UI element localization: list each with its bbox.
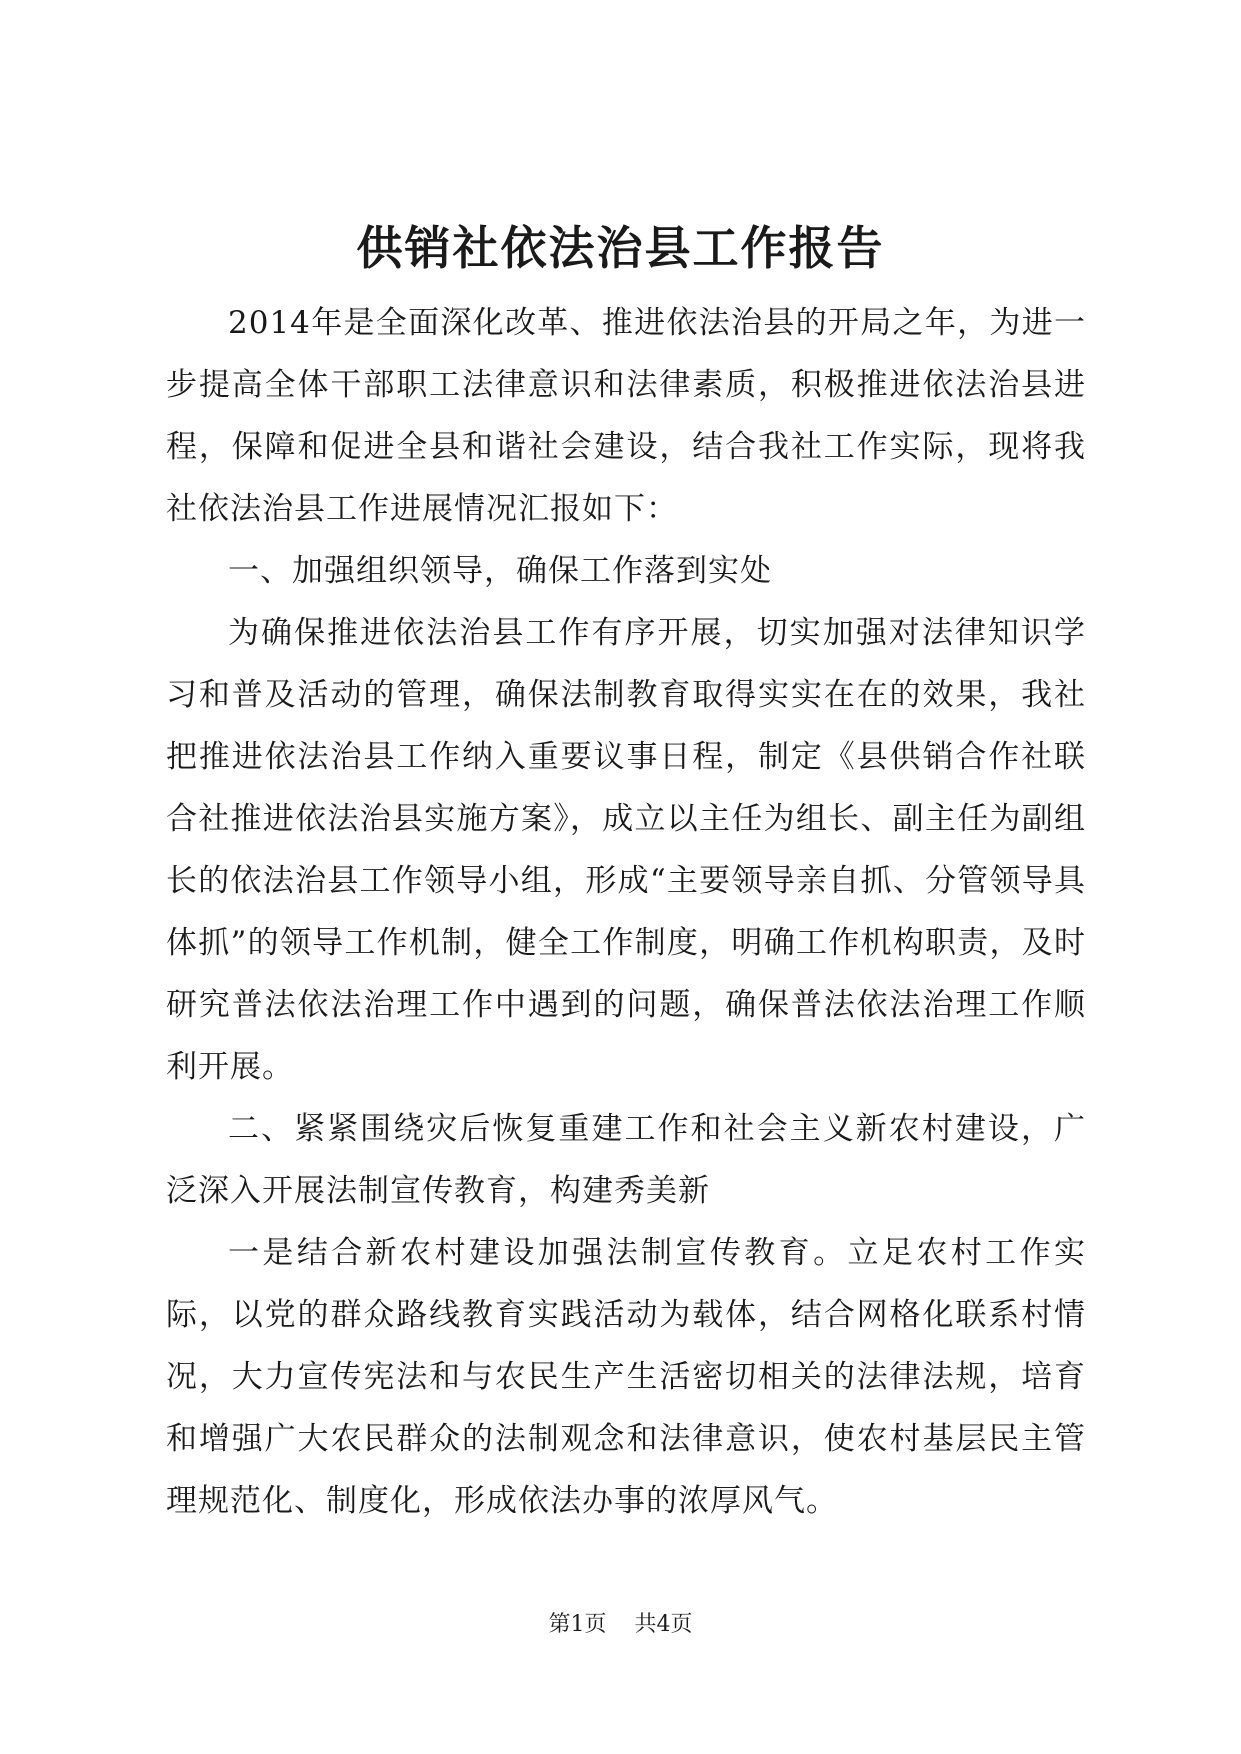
page-footer bbox=[0, 1610, 1241, 1640]
page-number: 第1页 bbox=[548, 1612, 607, 1637]
section-heading-1: 一、加强组织领导，确保工作落到实处 bbox=[228, 553, 772, 589]
document-body bbox=[166, 292, 1086, 1532]
page-total: 共4页 bbox=[634, 1612, 693, 1637]
document-title: 供销社依法治县工作报告 bbox=[356, 221, 885, 275]
paragraph-section-1: 为确保推进依法治县工作有序开展，切实加强对法律知识学习和普及活动的管理，确保法制教育取得实实在在的效果，我社把推进依法治县工作纳入重要议事日程，制定《县供销合作社联合社推进依法治县实施方案》，成立以主任为组长、副主任为副组长的依法治县工作领导小组，形成“主要领导亲自抓、分管领导具体抓”的领导工作机制，健全工作制度，明确工作机构职责，及时研究普法依法治理工作中遇到的问题，确保普法依法治理工作顺利开展。 bbox=[166, 615, 1086, 1085]
section-heading-2: 二、紧紧围绕灾后恢复重建工作和社会主义新农村建设，广泛深入开展法制宣传教育，构建秀美新 bbox=[166, 1111, 1086, 1209]
paragraph-section-2: 一是结合新农村建设加强法制宣传教育。立足农村工作实际，以党的群众路线教育实践活动为载体，结合网格化联系村情况，大力宣传宪法和与农民生产生活密切相关的法律法规，培育和增强广大农民群众的法制观念和法律意识，使农村基层民主管理规范化、制度化，形成依法办事的浓厚风气。 bbox=[166, 1235, 1086, 1519]
paragraph-intro: 2014年是全面深化改革、推进依法治县的开局之年，为进一步提高全体干部职工法律意识和法律素质，积极推进依法治县进程，保障和促进全县和谐社会建设，结合我社工作实际，现将我社依法治县工作进展情况汇报如下： bbox=[166, 305, 1086, 527]
